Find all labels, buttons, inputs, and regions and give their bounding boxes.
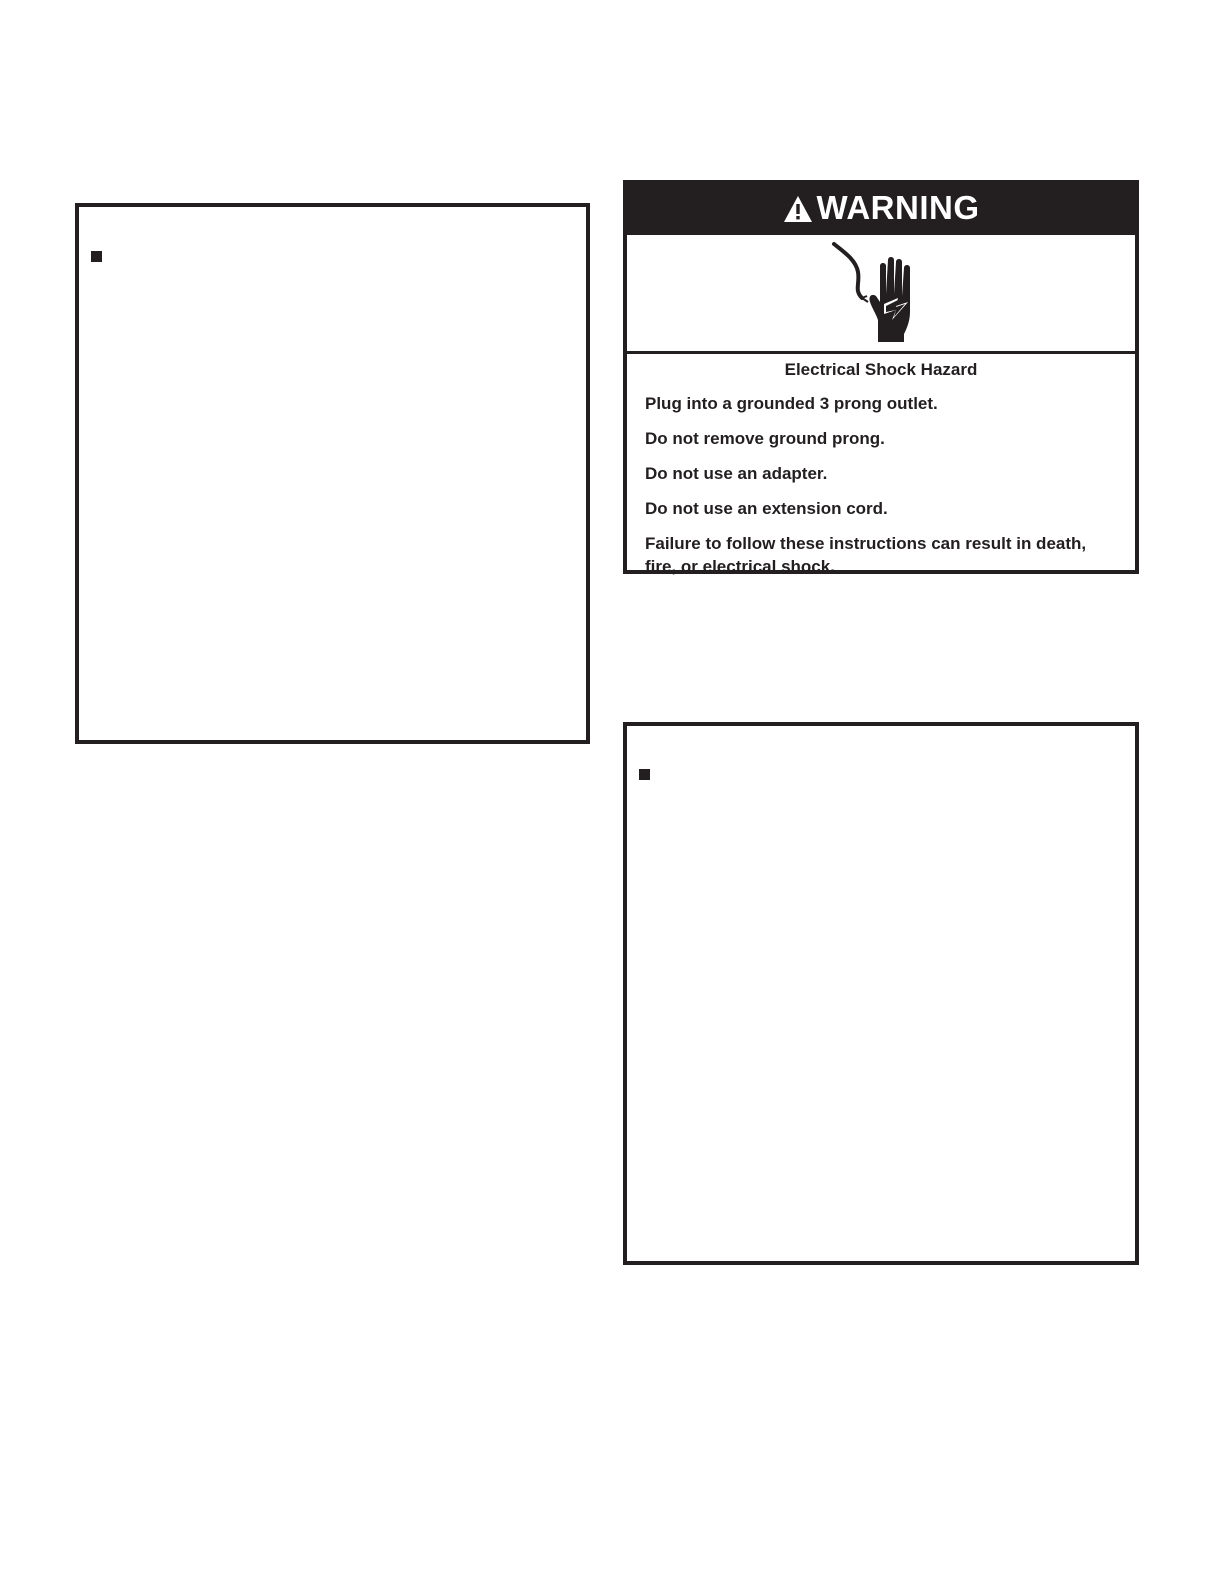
- instruction-line: Do not use an extension cord.: [645, 499, 888, 518]
- instruction-line: Do not use an adapter.: [645, 464, 828, 483]
- warning-divider: [627, 351, 1135, 354]
- bottom-right-bordered-box: [623, 722, 1139, 1265]
- warning-signal-word: WARNING: [816, 189, 980, 226]
- electrical-shock-hand-icon: [826, 238, 936, 348]
- hazard-message: [627, 360, 1135, 590]
- hazard-name: Electrical Shock Hazard: [784, 360, 978, 379]
- consequence-statement: Failure to follow these instructions can result in death, fire, or electrical shock.: [645, 534, 1087, 576]
- alert-triangle-icon: [783, 195, 813, 223]
- warning-label: [623, 180, 1139, 574]
- square-bullet-icon: [91, 251, 102, 262]
- pictogram-area: [627, 235, 1135, 351]
- instruction-line: Do not remove ground prong.: [645, 429, 885, 448]
- warning-header: [623, 180, 1139, 235]
- square-bullet-icon: [639, 769, 650, 780]
- left-bordered-box: [75, 203, 590, 744]
- instruction-line: Plug into a grounded 3 prong outlet.: [645, 394, 938, 413]
